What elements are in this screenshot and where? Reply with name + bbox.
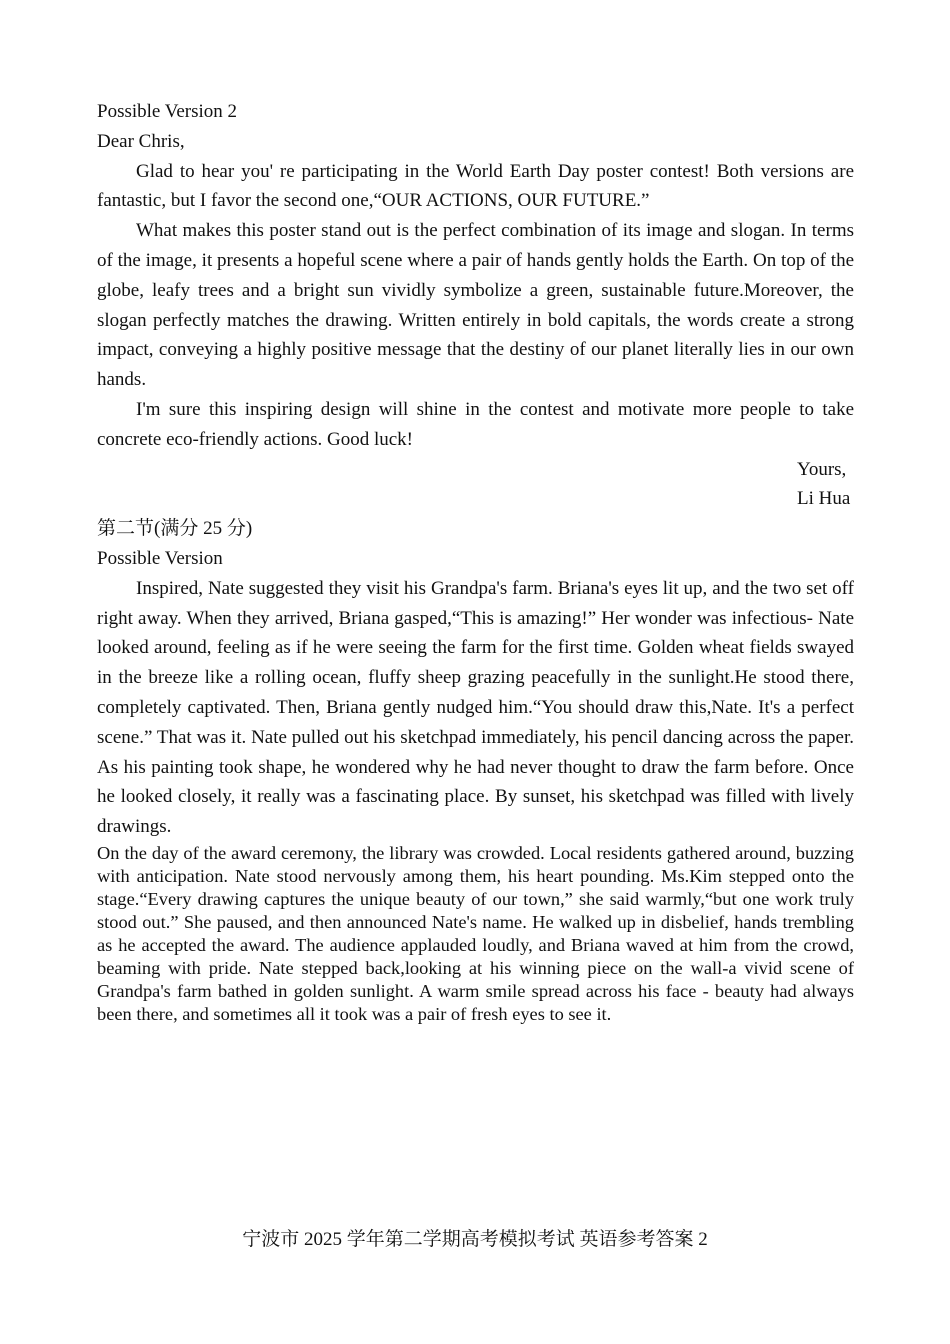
- letter-closing: [97, 455, 854, 485]
- section2-heading: Possible Version: [97, 547, 223, 569]
- page-footer: 宁波市 2025 学年第二学期高考模拟考试 英语参考答案 2: [242, 1229, 708, 1250]
- story-paragraph-2: On the day of the award ceremony, the library was crowded. Local residents gathered around, buzzing with anticipation. Nate stood nervously among them, his heart pounding. Ms.Kim stepped onto the stage.“Every drawing captures the unique beauty of our town,” she said warmly,“but one work truly stood out.” She paused, and then announced Nate's name. He walked up in disbelief, hands trembling as he accepted the award. The audience applauded loudly, and Briana waved at him from the crowd, beaming with pride. Nate stepped back,looking at his winning piece on the wall-a vivid scene of Grandpa's farm bathed in golden sunlight. A warm smile spread across his face - beauty had always been there, and sometimes all it took was a pair of fresh eyes to see it.: [97, 842, 854, 1024]
- closing-text: Yours,: [797, 458, 847, 480]
- document-page: [97, 0, 854, 1026]
- letter-greeting: Dear Chris,: [97, 130, 185, 152]
- letter-paragraph: I'm sure this inspiring design will shine in the contest and motivate more people to take concrete eco-friendly actions. Good luck!: [97, 398, 854, 450]
- signature-text: Li Hua: [797, 488, 851, 510]
- letter-signature: [97, 484, 854, 514]
- version2-heading: Possible Version 2: [97, 101, 238, 122]
- story-paragraph-1: Inspired, Nate suggested they visit his Grandpa's farm. Briana's eyes lit up, and the two set off right away. When they arrived, Briana gasped,“This is amazing!” Her wonder was infectious- Nate looked around, feeling as if he were seeing the farm for the first time. Golden wheat fields swayed in the breeze like a rolling ocean, fluffy sheep grazing peacefully in the sunlight.He stood there, completely captivated. Then, Briana gently nudged him.“You should draw this,Nate. It's a perfect scene.” That was it. Nate pulled out his sketchpad immediately, his pencil dancing across the paper. As his painting took shape, he wondered why he had never thought to draw the farm before. Once he looked closely, it really was a fascinating place. By sunset, his sketchpad was filled with lively drawings.: [97, 577, 854, 838]
- section2-title: 第二节(满分 25 分): [97, 518, 253, 540]
- letter-paragraph: Glad to hear you' re participating in the World Earth Day poster contest! Both versions are fantastic, but I favor the second one,“OUR ACTIONS, OUR FUTURE.”: [97, 160, 854, 212]
- letter-paragraph: What makes this poster stand out is the perfect combination of its image and slogan. In terms of the image, it presents a hopeful scene where a pair of hands gently holds the Earth. On top of the globe, leafy trees and a bright sun vividly symbolize a green, sustainable future.Moreover, the slogan perfectly matches the drawing. Written entirely in bold capitals, the words create a strong impact, conveying a highly positive message that the destiny of our planet literally lies in our own hands.: [97, 220, 854, 391]
